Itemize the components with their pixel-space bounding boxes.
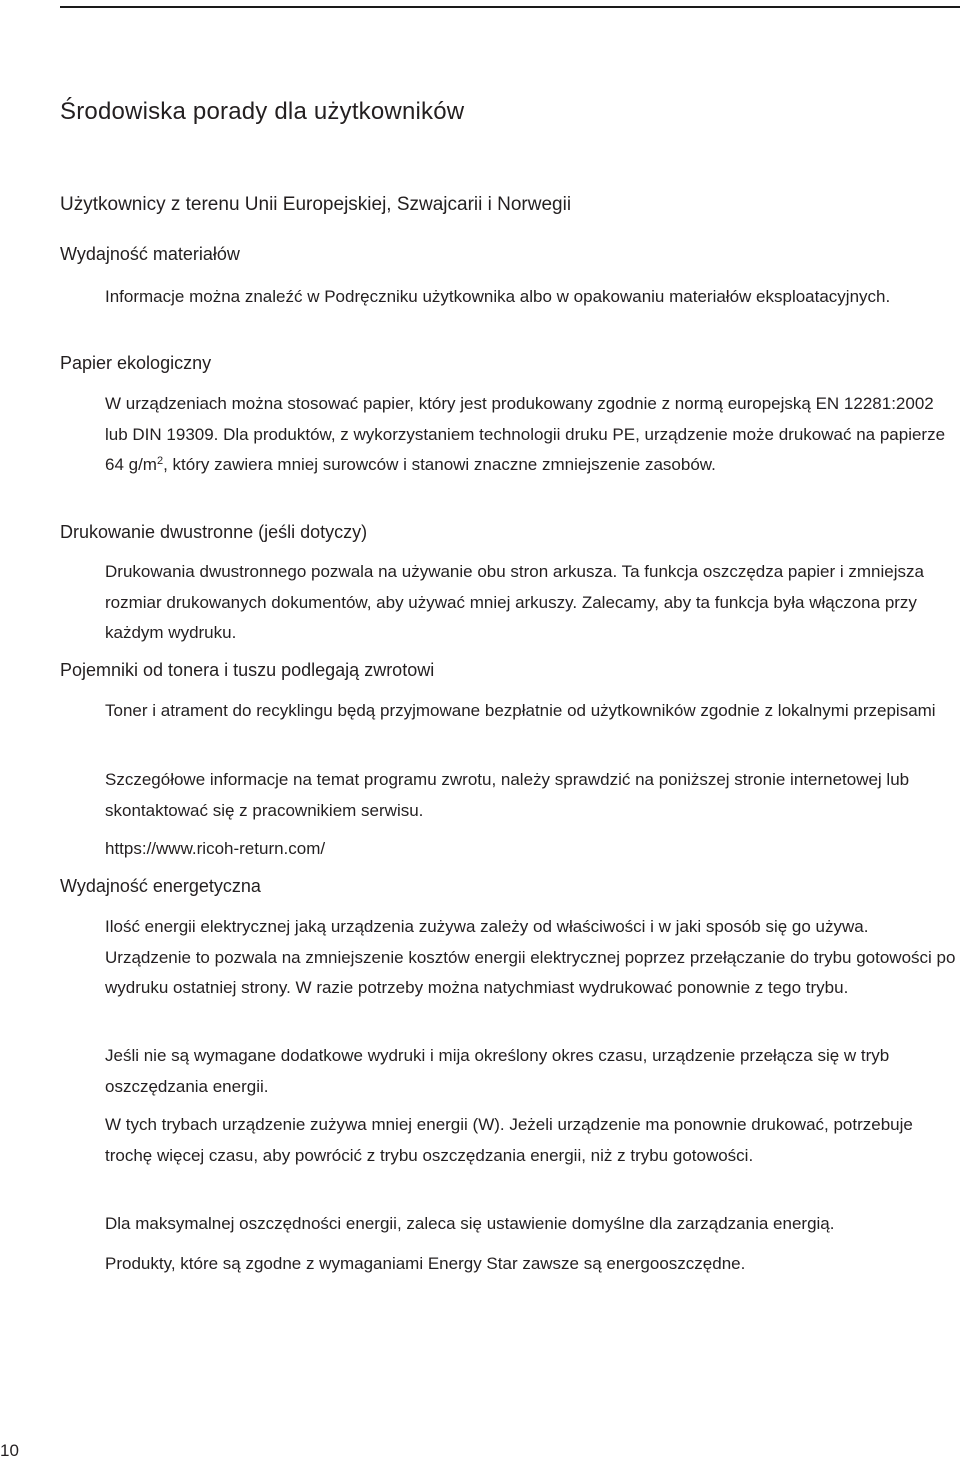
page-title: Środowiska porady dla użytkowników	[60, 98, 465, 125]
energy-paragraph-4: Dla maksymalnej oszczędności energii, zaleca się ustawienie domyślne dla zarządzania energią.	[105, 1214, 835, 1233]
duplex-heading: Drukowanie dwustronne (jeśli dotyczy)	[60, 522, 368, 542]
energy-paragraph-2: Jeśli nie są wymagane dodatkowe wydruki i mija określony okres czasu, urządzenie przełącza się w tryb oszczędzania energii.	[105, 1046, 890, 1096]
eco-paper-heading: Papier ekologiczny	[60, 353, 212, 373]
eco-paper-text-1: W urządzeniach można stosować papier, który jest produkowany zgodnie z normą europejską EN 12281:2002 lub DIN 19309. Dla produktów, z wykorzystaniem technologii druku PE, urządzenie może drukować na papierze 64 g/m	[105, 394, 946, 474]
energy-heading: Wydajność energetyczna	[60, 876, 261, 896]
materials-paragraph: Informacje można znaleźć w Podręczniku użytkownika albo w opakowaniu materiałów eksploatacyjnych.	[105, 287, 891, 306]
materials-heading: Wydajność materiałów	[60, 244, 240, 264]
eco-paper-text-2: , który zawiera mniej surowców i stanowi znaczne zmniejszenie zasobów.	[163, 455, 716, 474]
section-subtitle: Użytkownicy z terenu Unii Europejskiej, Szwajcarii i Norwegii	[60, 194, 572, 215]
toner-return-paragraph-2: Szczegółowe informacje na temat programu zwrotu, należy sprawdzić na poniższej stronie internetowej lub skontaktować się z pracownikiem serwisu.	[105, 770, 910, 820]
eco-paper-paragraph	[105, 389, 957, 481]
duplex-paragraph: Drukowania dwustronnego pozwala na używanie obu stron arkusza. Ta funkcja oszczędza papier i zmniejsza rozmiar drukowanych dokumentów, aby używać mniej arkuszy. Zalecamy, aby ta funkcja była włączona przy każdym wydruku.	[105, 562, 924, 642]
header-rule	[60, 6, 960, 8]
page-number: 10	[0, 1441, 19, 1460]
energy-paragraph-1: Ilość energii elektrycznej jaką urządzenia zużywa zależy od właściwości i w jaki sposób się go używa. Urządzenie to pozwala na zmniejszenie kosztów energii elektrycznej poprzez przełączanie do trybu gotowości po wydruku ostatniej strony. W razie potrzeby można natychmiast wydrukować ponownie z tego trybu.	[105, 917, 956, 997]
energy-paragraph-3: W tych trybach urządzenie zużywa mniej energii (W). Jeżeli urządzenie ma ponownie drukować, potrzebuje trochę więcej czasu, aby powrócić z trybu oszczędzania energii, niż z trybu gotowości.	[105, 1115, 913, 1165]
toner-return-paragraph-1: Toner i atrament do recyklingu będą przyjmowane bezpłatnie od użytkowników zgodnie z lokalnymi przepisami	[105, 701, 936, 720]
superscript-2: 2	[156, 455, 164, 467]
return-program-url[interactable]: https://www.ricoh-return.com/	[105, 839, 326, 858]
energy-paragraph-5: Produkty, które są zgodne z wymaganiami Energy Star zawsze są energooszczędne.	[105, 1254, 746, 1273]
toner-return-heading: Pojemniki od tonera i tuszu podlegają zwrotowi	[60, 660, 435, 680]
